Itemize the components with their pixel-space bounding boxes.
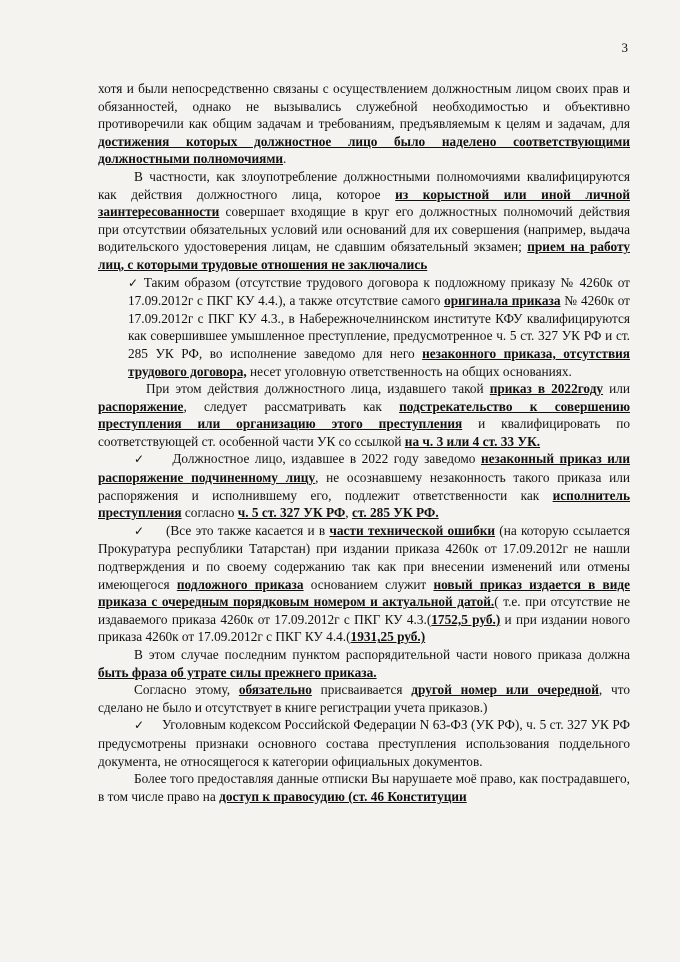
text-run: В этом случае последним пунктом распорядительной части нового приказа должна xyxy=(134,647,630,662)
paragraph-1 xyxy=(98,80,630,168)
text-run: В частности, как злоупотребление должностными полномочиями квалифицируются как действия должностного лица, которое xyxy=(98,168,630,202)
text-run: . xyxy=(283,151,287,167)
text-run: При этом действия должностного лица, издавшего такой xyxy=(146,381,490,397)
text-run: Уголовным кодексом Российской Федерации N 63-ФЗ (УК РФ), ч. 5 ст. 327 УК РФ предусмотрены признаки основного состава преступления использования поддельного документа, не относящегося к категории официальных документов. xyxy=(98,717,631,769)
text-run: Таким образом (отсутствие трудового договора к подложному приказу № 4260к от 17.09.2012г с ПКГ КУ 4.4.), а также отсутствие самого xyxy=(128,274,630,309)
emphasized-text: исполнитель преступления xyxy=(98,487,630,521)
emphasized-text: ст. 285 УК РФ. xyxy=(351,505,439,521)
emphasized-text: из корыстной или иной личной заинтересованности xyxy=(98,186,631,220)
emphasized-text: на ч. 3 или 4 ст. 33 УК. xyxy=(404,433,541,449)
emphasized-text: обязательно xyxy=(238,682,312,698)
emphasized-text: незаконного приказа, отсутствия трудового договора, xyxy=(128,345,630,379)
text-run: Более того предоставляя данные отписки Вы нарушаете моё право, как пострадавшего, в том числе право на xyxy=(98,771,630,804)
paragraph-6 xyxy=(98,522,630,646)
text-run: Согласно этому, xyxy=(134,682,239,698)
text-run: несет уголовную ответственность на общих основаниях. xyxy=(246,363,572,379)
emphasized-text: новый приказ издается в виде приказа с очередным порядковым номером и актуальной датой. xyxy=(98,576,631,610)
paragraph-9 xyxy=(98,716,630,770)
paragraph-7 xyxy=(98,646,630,681)
text-run: хотя и были непосредственно связаны с осуществлением должностным лицом своих прав и обязанностей, однако не вызывались служебной необходимостью и объективно противоречили как общим задачам и требованиям, предъявляемым к целям и задачам, для xyxy=(98,81,630,132)
emphasized-text: приказ в 2022году xyxy=(489,381,604,397)
text-run: (на которую ссылается Прокуратура республики Татарстан) при издании приказа 4260к от 17.09.2012г не нашли подтверждения и по своему содержанию так как при внесении изменений или отмены имеющегося xyxy=(98,522,631,592)
emphasized-text: части технической ошибки xyxy=(329,522,496,538)
text-run: (Все это также касается и в xyxy=(165,522,330,538)
emphasized-text: быть фраза об утрате силы прежнего приказа. xyxy=(98,664,377,680)
check-mark-icon: ✓ xyxy=(134,523,145,538)
text-run: , не осознавшему незаконность такого приказа или распоряжения и исполнившему его, подлежит ответственности как xyxy=(98,470,630,503)
text-run: и при издании нового приказа 4260к от 17.09.2012г с ПКГ КУ 4.4.( xyxy=(98,611,630,645)
text-run: и квалифицировать по соответствующей ст. особенной части УК со ссылкой xyxy=(98,416,630,449)
paragraph-10 xyxy=(98,770,630,805)
text-run: совершает входящие в круг его должностных полномочий действия при отсутствии обязательных условий или оснований для их совершения (например, выдача водительского удостоверения лицам, не сдавшим обязательный экзамен; xyxy=(98,204,630,255)
text-run: , следует рассматривать как xyxy=(183,398,400,414)
check-mark-icon: ✓ xyxy=(134,718,145,733)
emphasized-text: подложного приказа xyxy=(176,576,304,592)
text-run: ( т.е. при отсутствие не издаваемого приказа 4260к от 17.09.2012г с ПКГ КУ 4.3.( xyxy=(98,594,630,627)
emphasized-text: доступ к правосудию (ст. 46 Конституции xyxy=(219,788,467,804)
text-run: , что сделано не было и отсутствует в книге регистрации учета приказов.) xyxy=(98,682,630,715)
document-body xyxy=(98,80,630,805)
text-run: № 4260к от 17.09.2012г с ПКГ КУ 4.3., в Набережночелнинском институте КФУ квалифицируются как совершившее умышленное преступление, предусмотренное ч. 5 ст. 327 УК РФ и ст. 285 УК РФ, во исполнение заведомо для него xyxy=(128,293,630,361)
text-run: , xyxy=(345,505,352,521)
paragraph-8 xyxy=(98,681,630,716)
paragraph-4 xyxy=(98,380,630,450)
check-mark-icon: ✓ xyxy=(134,452,147,467)
emphasized-text: ч. 5 ст. 327 УК РФ xyxy=(237,505,346,521)
text-run: или xyxy=(603,381,630,397)
text-run: согласно xyxy=(181,505,238,521)
emphasized-text: другой номер или очередной xyxy=(411,682,599,698)
emphasized-text: незаконный приказ или распоряжение подчиненному лицу xyxy=(98,451,631,486)
emphasized-text: прием на работу лиц, с которыми трудовые отношения не заключались xyxy=(98,239,630,272)
text-run: основанием служит xyxy=(303,576,434,592)
emphasized-text: 1752,5 руб.) xyxy=(431,611,501,627)
emphasized-text: достижения которых должностное лицо было наделено соответствующими должностными полномочиями xyxy=(98,133,630,167)
page-number: 3 xyxy=(621,40,628,55)
text-run: присваивается xyxy=(311,682,412,698)
emphasized-text: подстрекательство к совершению преступления или организацию этого преступления xyxy=(98,398,631,432)
text-run: Должностное лицо, издавшее в 2022 году заведомо xyxy=(172,451,481,467)
emphasized-text: оригинала приказа xyxy=(444,293,561,309)
emphasized-text: распоряжение xyxy=(98,398,184,414)
emphasized-text: 1931,25 руб.) xyxy=(350,629,426,645)
paragraph-2 xyxy=(98,168,630,274)
paragraph-5 xyxy=(98,450,630,521)
paragraph-3 xyxy=(98,274,630,381)
check-mark-icon: ✓ xyxy=(128,275,140,290)
